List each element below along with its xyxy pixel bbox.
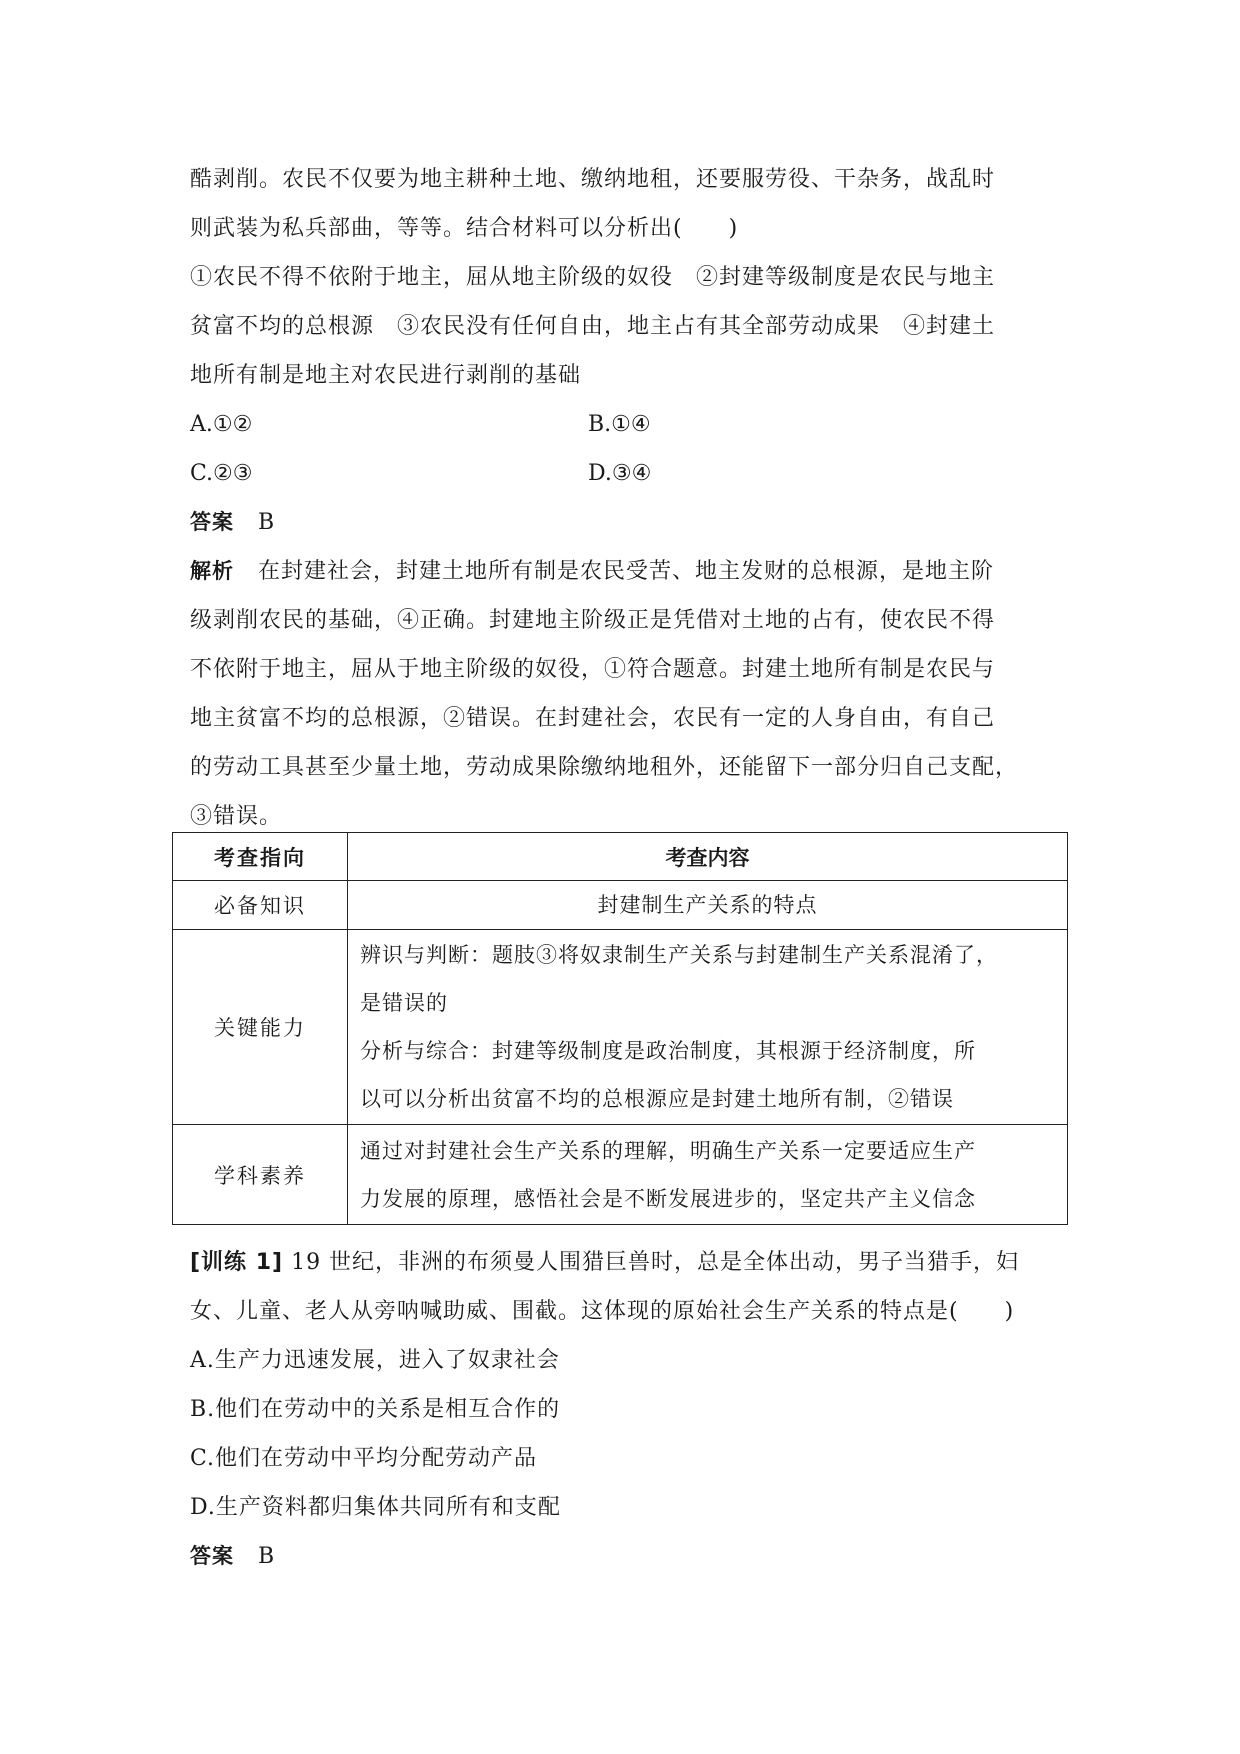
row-label: 必备知识 xyxy=(173,881,348,930)
answer-line xyxy=(190,1532,1060,1581)
analysis-line: 地主贫富不均的总根源，②错误。在封建社会，农民有一定的人身自由，有自己 xyxy=(190,706,996,731)
question-line: 则武装为私兵部曲，等等。结合材料可以分析出( ) xyxy=(190,216,739,241)
cell-line: 封建制生产关系的特点 xyxy=(597,893,818,917)
cell-line: 通过对封建社会生产关系的理解，明确生产关系一定要适应生产 xyxy=(360,1138,976,1163)
analysis-label: 解析 xyxy=(190,559,234,583)
answer-value: B xyxy=(258,510,276,535)
training-option: B.他们在劳动中的关系是相互合作的 xyxy=(190,1397,561,1422)
table-header-row xyxy=(173,833,1068,881)
analysis-line: 的劳动工具甚至少量土地，劳动成果除缴纳地租外，还能留下一部分归自己支配， xyxy=(190,755,1019,780)
table-row xyxy=(173,881,1068,930)
training-option: A.生产力迅速发展，进入了奴隶社会 xyxy=(190,1348,560,1373)
answer-value: B xyxy=(258,1544,276,1569)
statement-line: 地所有制是地主对农民进行剥削的基础 xyxy=(190,363,582,388)
training-line xyxy=(190,1238,1060,1287)
training-option: C.他们在劳动中平均分配劳动产品 xyxy=(190,1446,538,1471)
option-d: D.③④ xyxy=(588,461,652,486)
table-row xyxy=(173,1125,1068,1225)
training-text: 19 世纪，非洲的布须曼人围猎巨兽时，总是全体出动，男子当猎手，妇 xyxy=(283,1250,1020,1275)
option-a: A.①② xyxy=(190,412,253,437)
answer-line xyxy=(190,498,1060,547)
analysis-line: 不依附于地主，屈从于地主阶级的奴役，①符合题意。封建土地所有制是农民与 xyxy=(190,657,996,682)
answer-label: 答案 xyxy=(190,510,234,534)
statement-line: 贫富不均的总根源 ③农民没有任何自由，地主占有其全部劳动成果 ④封建土 xyxy=(190,314,996,339)
training-line: 女、儿童、老人从旁呐喊助威、围截。这体现的原始社会生产关系的特点是( ) xyxy=(190,1299,1015,1324)
table-header: 考查指向 xyxy=(173,833,348,881)
table-header: 考查内容 xyxy=(348,833,1068,881)
assessment-table xyxy=(172,832,1068,1225)
analysis-line: 级剥削农民的基础，④正确。封建地主阶级正是凭借对土地的占有，使农民不得 xyxy=(190,608,996,633)
table-row xyxy=(173,930,1068,1125)
training-tag: [训练 1] xyxy=(190,1250,284,1275)
option-c: C.②③ xyxy=(190,461,253,486)
training-section xyxy=(190,1238,1060,1581)
row-label: 关键能力 xyxy=(173,930,348,1125)
cell-line: 以可以分析出贫富不均的总根源应是封建土地所有制，②错误 xyxy=(360,1087,954,1111)
training-option: D.生产资料都归集体共同所有和支配 xyxy=(190,1495,561,1520)
analysis-text: 在封建社会，封建土地所有制是农民受苦、地主发财的总根源，是地主阶 xyxy=(258,559,995,584)
option-b: B.①④ xyxy=(588,412,651,437)
main-content xyxy=(190,155,1060,841)
options-row xyxy=(190,449,1060,498)
analysis-line: ③错误。 xyxy=(190,804,283,829)
analysis-line xyxy=(190,547,1060,596)
row-content xyxy=(348,1125,1068,1225)
row-content xyxy=(348,881,1068,930)
cell-line: 是错误的 xyxy=(360,991,448,1015)
question-line: 酷剥削。农民不仅要为地主耕种土地、缴纳地租，还要服劳役、干杂务，战乱时 xyxy=(190,167,996,192)
cell-line: 辨识与判断：题肢③将奴隶制生产关系与封建制生产关系混淆了， xyxy=(360,943,998,967)
cell-line: 分析与综合：封建等级制度是政治制度，其根源于经济制度，所 xyxy=(360,1039,976,1063)
options-row xyxy=(190,400,1060,449)
row-content xyxy=(348,930,1068,1125)
cell-line: 力发展的原理，感悟社会是不断发展进步的，坚定共产主义信念 xyxy=(360,1186,976,1211)
row-label: 学科素养 xyxy=(173,1125,348,1225)
answer-label: 答案 xyxy=(190,1544,234,1568)
statement-line: ①农民不得不依附于地主，屈从地主阶级的奴役 ②封建等级制度是农民与地主 xyxy=(190,265,996,290)
